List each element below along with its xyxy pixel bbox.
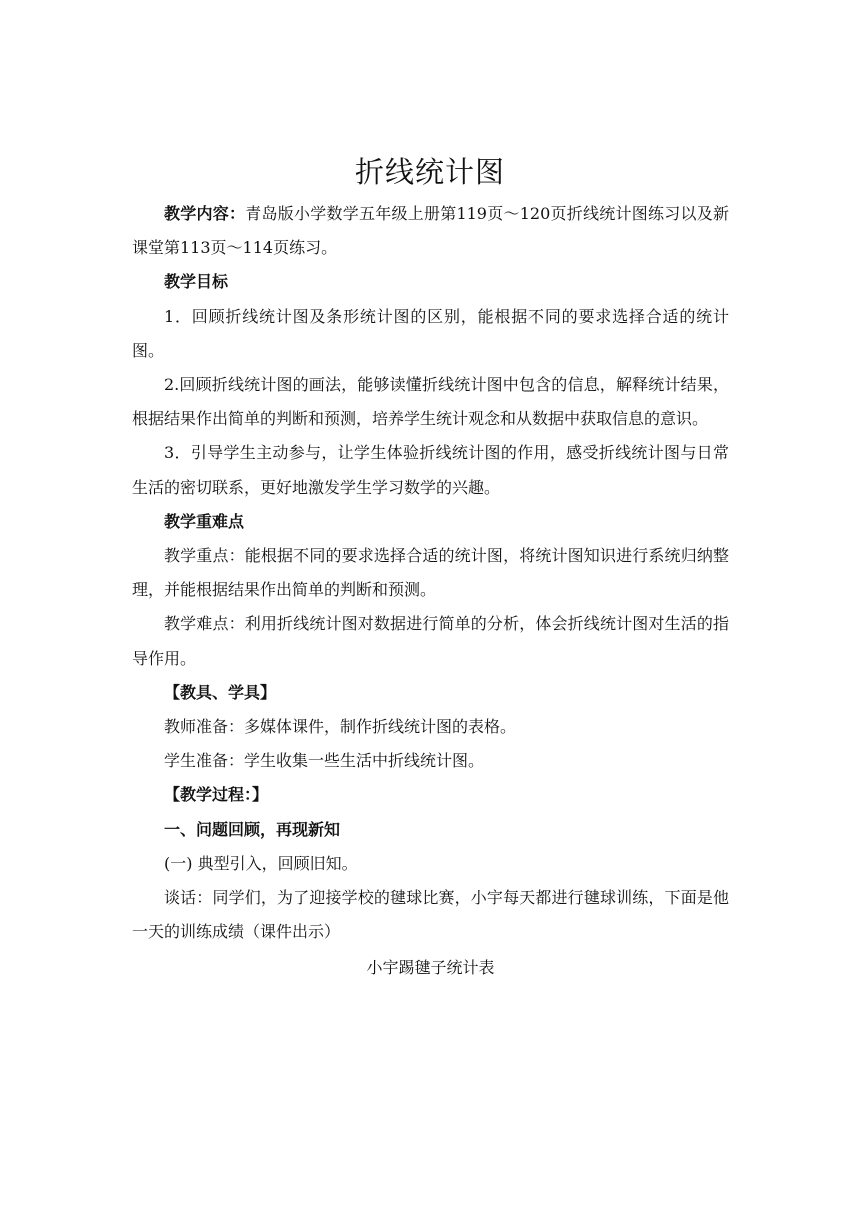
key-difficult-heading: 教学重难点 <box>164 511 245 531</box>
document-body <box>132 197 729 986</box>
goal-1: 1．回顾折线统计图及条形统计图的区别，能根据不同的要求选择合适的统计图。 <box>132 306 729 360</box>
teacher-preparation: 教师准备：多媒体课件，制作折线统计图的表格。 <box>164 717 517 737</box>
difficult-point: 教学难点：利用折线统计图对数据进行简单的分析，体会折线统计图对生活的指导作用。 <box>132 614 729 668</box>
dialogue-paragraph: 谈话：同学们，为了迎接学校的毽球比赛，小宇每天都进行毽球训练，下面是他一天的训练成绩（课件出示） <box>132 888 729 942</box>
student-preparation: 学生准备：学生收集一些生活中折线统计图。 <box>164 751 485 771</box>
section-1-heading: 一、问题回顾，再现新知 <box>164 819 341 839</box>
goal-2: 2.回顾折线统计图的画法，能够读懂折线统计图中包含的信息，解释统计结果，根据结果作出简单的判断和预测，培养学生统计观念和从数据中获取信息的意识。 <box>132 375 729 429</box>
document-title: 折线统计图 <box>354 155 505 189</box>
teaching-content-label: 教学内容： <box>164 204 246 223</box>
process-heading: 【教学过程：】 <box>164 785 269 805</box>
teaching-content-paragraph <box>132 197 729 265</box>
teaching-content-text: 青岛版小学数学五年级上册第119页～120页折线统计图练习以及新课堂第113页～114页练习。 <box>132 204 729 258</box>
key-point: 教学重点：能根据不同的要求选择合适的统计图，将统计图知识进行系统归纳整理，并能根据结果作出简单的判断和预测。 <box>132 546 729 600</box>
goal-3: 3．引导学生主动参与，让学生体验折线统计图的作用，感受折线统计图与日常生活的密切联系，更好地激发学生学习数学的兴趣。 <box>132 443 729 497</box>
section-1-subheading: (一) 典型引入，回顾旧知。 <box>164 853 358 873</box>
tools-heading: 【教具、学具】 <box>164 682 277 702</box>
table-caption: 小宇踢毽子统计表 <box>366 958 495 978</box>
goals-heading: 教学目标 <box>164 272 229 292</box>
